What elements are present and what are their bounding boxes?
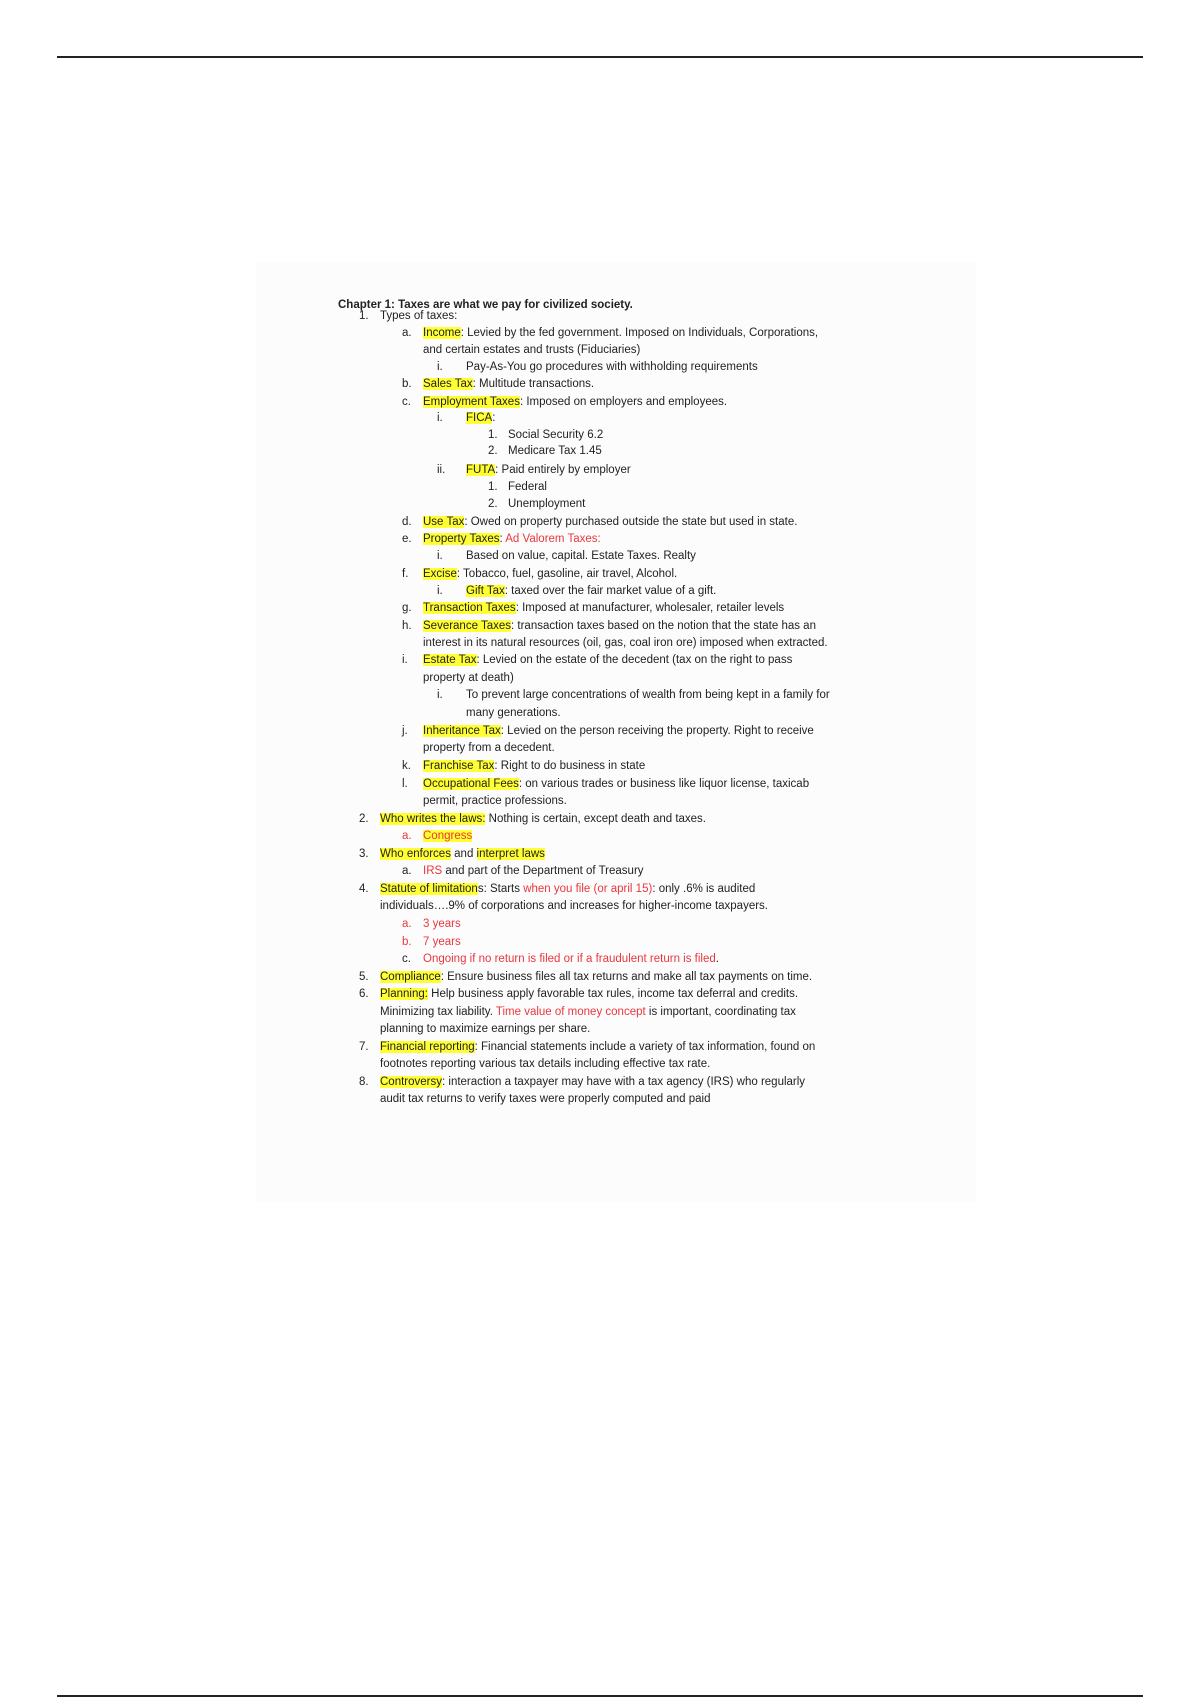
list-item	[423, 636, 828, 650]
text-run: Federal	[508, 481, 547, 493]
list-marker: 1.	[488, 481, 498, 493]
list-item	[423, 619, 816, 633]
list-item	[380, 847, 545, 861]
text-run: Ad Valorem Taxes:	[505, 533, 601, 545]
list-item	[380, 1075, 805, 1089]
list-item	[380, 1040, 815, 1054]
list-item	[423, 377, 594, 391]
list-item	[423, 759, 645, 773]
highlighted-term: Severance Taxes	[423, 620, 512, 632]
list-item	[466, 688, 830, 702]
list-item	[423, 515, 797, 529]
text-run: : Right to do business in state	[494, 760, 646, 772]
list-item	[423, 741, 555, 755]
list-item	[423, 794, 567, 808]
list-item	[423, 395, 727, 409]
list-item	[423, 326, 818, 340]
list-marker: j.	[402, 725, 408, 737]
list-marker: a.	[402, 865, 412, 877]
text-run: Types of taxes:	[380, 310, 458, 322]
list-marker: c.	[402, 396, 411, 408]
list-marker: a.	[402, 327, 412, 339]
list-marker: 6.	[359, 988, 369, 1000]
list-marker: ii.	[437, 464, 446, 476]
list-marker: 4.	[359, 883, 369, 895]
list-item	[508, 444, 602, 458]
text-run: Based on value, capital. Estate Taxes. Realty	[466, 550, 696, 562]
text-run: s: Starts	[477, 883, 524, 895]
text-run: Ongoing if no return is filed or if a fraudulent return is filed	[423, 953, 716, 965]
text-run: audit tax returns to verify taxes were properly computed and paid	[380, 1093, 711, 1105]
text-run: : Multitude transactions.	[472, 378, 595, 390]
list-item	[423, 829, 472, 843]
text-run: Nothing is certain, except death and taxes.	[485, 813, 707, 825]
text-run: : Paid entirely by employer	[495, 464, 631, 476]
highlighted-term: FUTA	[466, 464, 496, 476]
list-marker: i.	[437, 361, 443, 373]
list-item	[380, 1005, 796, 1019]
list-item	[380, 970, 812, 984]
list-item	[423, 653, 792, 667]
list-marker: 1.	[488, 429, 498, 441]
highlighted-term: Excise	[423, 568, 457, 580]
list-marker: h.	[402, 620, 412, 632]
text-run: Help business apply favorable tax rules, income tax deferral and credits.	[427, 988, 799, 1000]
highlighted-term: FICA	[466, 412, 493, 424]
text-run: : Levied on the estate of the decedent (tax on the right to pass	[476, 654, 793, 666]
highlighted-term: Controversy	[380, 1076, 442, 1088]
list-item	[423, 532, 601, 546]
text-run: Time value of money concept	[495, 1006, 646, 1018]
list-item	[380, 1092, 710, 1106]
text-run: Minimizing tax liability.	[380, 1006, 496, 1018]
highlighted-term: Congress	[423, 830, 473, 842]
text-run: : Owed on property purchased outside the state but used in state.	[464, 516, 798, 528]
list-marker: 2.	[488, 445, 498, 457]
list-marker: i.	[402, 654, 408, 666]
list-item	[423, 601, 784, 615]
list-item	[423, 777, 809, 791]
list-marker: d.	[402, 516, 412, 528]
text-run: : interaction a taxpayer may have with a tax agency (IRS) who regularly	[442, 1076, 806, 1088]
list-item	[423, 671, 514, 685]
highlighted-term: Who enforces	[380, 848, 451, 860]
list-marker: 8.	[359, 1076, 369, 1088]
text-run: interest in its natural resources (oil, gas, coal iron ore) imposed when extracted.	[423, 637, 828, 649]
highlighted-term: Franchise Tax	[423, 760, 495, 772]
highlighted-term: Income	[423, 327, 461, 339]
highlighted-term: Inheritance Tax	[423, 725, 501, 737]
text-run: Social Security 6.2	[508, 429, 604, 441]
text-run: when you file (or april 15)	[523, 883, 653, 895]
text-run: : transaction taxes based on the notion that the state has an	[511, 620, 816, 632]
bottom-rule	[57, 1695, 1143, 1697]
list-item	[466, 549, 696, 563]
list-item	[508, 428, 603, 442]
list-item	[466, 463, 631, 477]
list-marker: b.	[402, 936, 412, 948]
text-run: individuals….9% of corporations and increases for higher-income taxpayers.	[380, 900, 769, 912]
list-marker: g.	[402, 602, 412, 614]
highlighted-term: Planning:	[380, 988, 428, 1000]
list-marker: i.	[437, 585, 443, 597]
list-marker: l.	[402, 778, 408, 790]
text-run: :	[492, 412, 496, 424]
list-item	[423, 567, 677, 581]
list-item	[466, 706, 561, 720]
list-marker: i.	[437, 412, 443, 424]
highlighted-term: Transaction Taxes	[423, 602, 516, 614]
text-run: :	[499, 533, 506, 545]
list-item	[423, 917, 461, 931]
text-run: : on various trades or business like liquor license, taxicab	[518, 778, 810, 790]
list-item	[466, 584, 716, 598]
list-marker: 1.	[359, 310, 369, 322]
list-item	[423, 724, 814, 738]
text-run: : Imposed at manufacturer, wholesaler, retailer levels	[515, 602, 785, 614]
text-run: : Levied on the person receiving the property. Right to receive	[500, 725, 814, 737]
text-run: Pay-As-You go procedures with withholding requirements	[466, 361, 758, 373]
list-item	[380, 987, 798, 1001]
list-item	[466, 360, 758, 374]
text-run: Unemployment	[508, 498, 586, 510]
list-marker: 2.	[359, 813, 369, 825]
list-item	[380, 1057, 710, 1071]
text-run: Medicare Tax 1.45	[508, 445, 602, 457]
list-item	[508, 497, 585, 511]
text-run: : Imposed on employers and employees.	[519, 396, 728, 408]
list-item	[380, 1022, 590, 1036]
text-run: and	[450, 848, 477, 860]
list-marker: a.	[402, 830, 412, 842]
text-run: and certain estates and trusts (Fiduciaries)	[423, 344, 641, 356]
list-item	[423, 952, 719, 966]
text-run: property from a decedent.	[423, 742, 555, 754]
highlighted-term: Financial reporting	[380, 1041, 475, 1053]
text-run: : Tobacco, fuel, gasoline, air travel, Alcohol.	[456, 568, 678, 580]
text-run: : Financial statements include a variety of tax information, found on	[474, 1041, 816, 1053]
text-run: property at death)	[423, 672, 514, 684]
list-item	[466, 411, 495, 425]
text-run: many generations.	[466, 707, 561, 719]
text-run: footnotes reporting various tax details including effective tax rate.	[380, 1058, 711, 1070]
highlighted-term: Use Tax	[423, 516, 465, 528]
highlighted-term: Gift Tax	[466, 585, 505, 597]
list-marker: k.	[402, 760, 411, 772]
list-marker: 5.	[359, 971, 369, 983]
chapter-title: Chapter 1: Taxes are what we pay for civilized society.	[338, 299, 633, 311]
text-run: planning to maximize earnings per share.	[380, 1023, 591, 1035]
top-rule	[57, 56, 1143, 58]
text-run: : Ensure business files all tax returns and make all tax payments on time.	[440, 971, 813, 983]
text-run: and part of the Department of Treasury	[442, 865, 644, 877]
list-item	[380, 899, 768, 913]
list-marker: 3.	[359, 848, 369, 860]
list-item	[423, 935, 461, 949]
list-item	[380, 309, 457, 323]
list-marker: a.	[402, 918, 412, 930]
list-item	[508, 480, 547, 494]
list-item	[423, 864, 644, 878]
text-run: is important, coordinating tax	[645, 1006, 796, 1018]
text-run: permit, practice professions.	[423, 795, 567, 807]
text-run: : Levied by the fed government. Imposed on Individuals, Corporations,	[460, 327, 819, 339]
text-run: To prevent large concentrations of wealth from being kept in a family for	[466, 689, 830, 701]
list-marker: c.	[402, 953, 411, 965]
highlighted-term: Employment Taxes	[423, 396, 520, 408]
list-marker: f.	[402, 568, 409, 580]
list-marker: i.	[437, 689, 443, 701]
list-marker: 7.	[359, 1041, 369, 1053]
text-run: : taxed over the fair market value of a gift.	[504, 585, 717, 597]
text-run: 3 years	[423, 918, 461, 930]
list-marker: b.	[402, 378, 412, 390]
highlighted-term: Occupational Fees	[423, 778, 519, 790]
list-item	[380, 812, 706, 826]
highlighted-term: Estate Tax	[423, 654, 477, 666]
text-run: .	[715, 953, 719, 965]
highlighted-term: Who writes the laws:	[380, 813, 486, 825]
list-marker: i.	[437, 550, 443, 562]
highlighted-term: Sales Tax	[423, 378, 473, 390]
text-run: : only .6% is audited	[652, 883, 756, 895]
highlighted-term: interpret laws	[476, 848, 545, 860]
list-marker: e.	[402, 533, 412, 545]
list-marker: 2.	[488, 498, 498, 510]
highlighted-term: Property Taxes	[423, 533, 500, 545]
list-item	[423, 343, 640, 357]
highlighted-term: Compliance	[380, 971, 441, 983]
list-item	[380, 882, 755, 896]
text-run: 7 years	[423, 936, 461, 948]
text-run: IRS	[423, 865, 443, 877]
highlighted-term: Statute of limitation	[380, 883, 478, 895]
